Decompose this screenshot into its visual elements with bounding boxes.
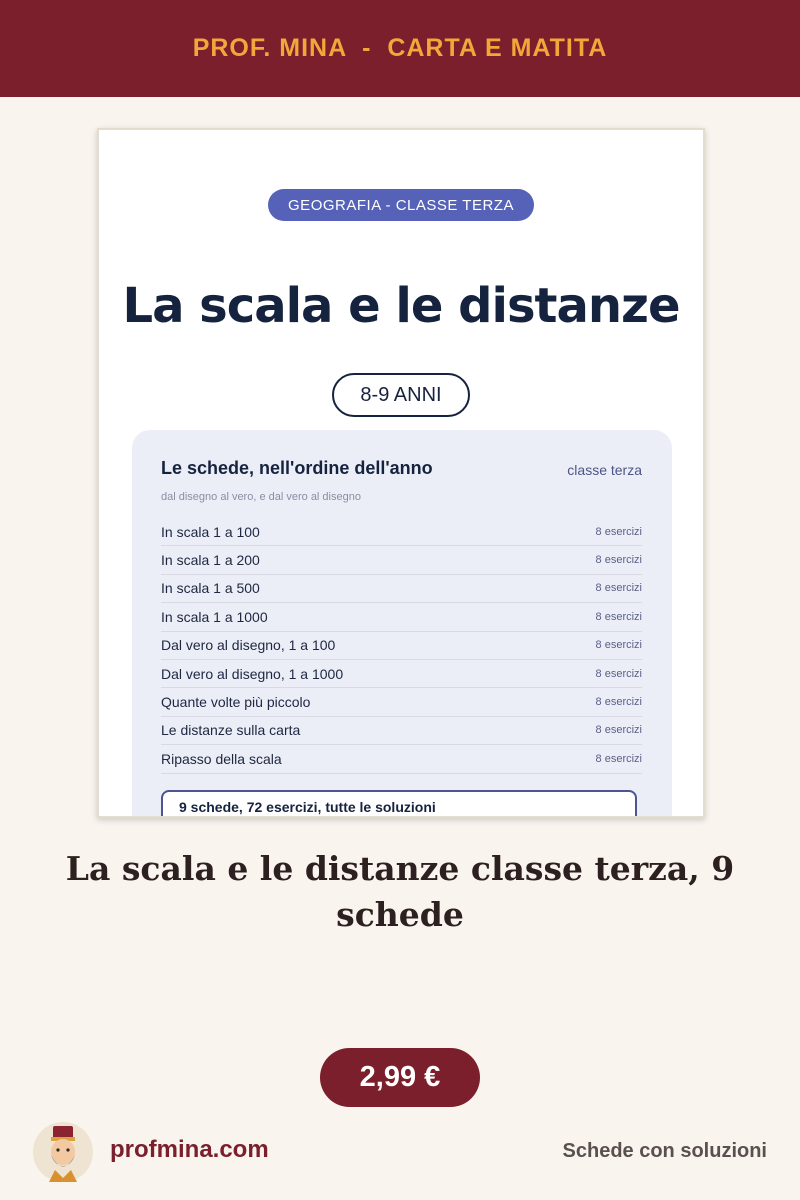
exercise-count: 8 esercizi <box>595 554 642 567</box>
worksheet-name: Dal vero al disegno, 1 a 100 <box>161 637 336 654</box>
exercise-count: 8 esercizi <box>595 610 642 623</box>
worksheet-name: In scala 1 a 200 <box>161 552 260 569</box>
exercise-count: 8 esercizi <box>595 724 642 737</box>
list-item <box>161 745 642 773</box>
tagline: Schede con soluzioni <box>562 1140 767 1162</box>
list-item <box>161 632 642 660</box>
worksheet-list <box>161 518 642 774</box>
product-title[interactable]: La scala e le distanze classe terza, 9 schede <box>65 849 735 934</box>
contents-subtitle: dal disegno al vero, e dal vero al disegno <box>161 491 361 503</box>
contents-panel <box>132 430 672 818</box>
category-pill: GEOGRAFIA - CLASSE TERZA <box>268 189 534 221</box>
site-link[interactable]: profmina.com <box>110 1136 269 1163</box>
top-banner <box>0 0 800 97</box>
exercise-count: 8 esercizi <box>595 582 642 595</box>
list-item <box>161 717 642 745</box>
exercise-count: 8 esercizi <box>595 752 642 765</box>
list-item <box>161 575 642 603</box>
class-label: classe terza <box>567 462 642 478</box>
price-badge[interactable]: 2,99 € <box>320 1048 480 1107</box>
brand-title: PROF. MINA - CARTA E MATITA <box>192 34 608 62</box>
list-item <box>161 546 642 574</box>
worksheet-name: In scala 1 a 500 <box>161 580 260 597</box>
worksheet-name: In scala 1 a 100 <box>161 523 260 540</box>
exercise-count: 8 esercizi <box>595 696 642 709</box>
worksheet-name: Dal vero al disegno, 1 a 1000 <box>161 665 344 682</box>
worksheet-name: Le distanze sulla carta <box>161 722 301 739</box>
exercise-count: 8 esercizi <box>595 667 642 680</box>
exercise-count: 8 esercizi <box>595 525 642 538</box>
list-item <box>161 518 642 546</box>
worksheet-name: Ripasso della scala <box>161 750 282 767</box>
worksheet-name: In scala 1 a 1000 <box>161 608 268 625</box>
worksheet-name: Quante volte più piccolo <box>161 694 311 711</box>
summary-box: 9 schede, 72 esercizi, tutte le soluzioni <box>161 790 637 818</box>
age-badge: 8-9 ANNI <box>332 373 470 417</box>
list-item <box>161 603 642 631</box>
list-item <box>161 688 642 716</box>
product-preview-card[interactable] <box>97 128 705 818</box>
exercise-count: 8 esercizi <box>595 639 642 652</box>
teacher-avatar-icon <box>33 1122 93 1182</box>
list-item <box>161 660 642 688</box>
worksheet-title: La scala e le distanze <box>122 278 680 334</box>
contents-heading: Le schede, nell'ordine dell'anno <box>161 458 433 478</box>
